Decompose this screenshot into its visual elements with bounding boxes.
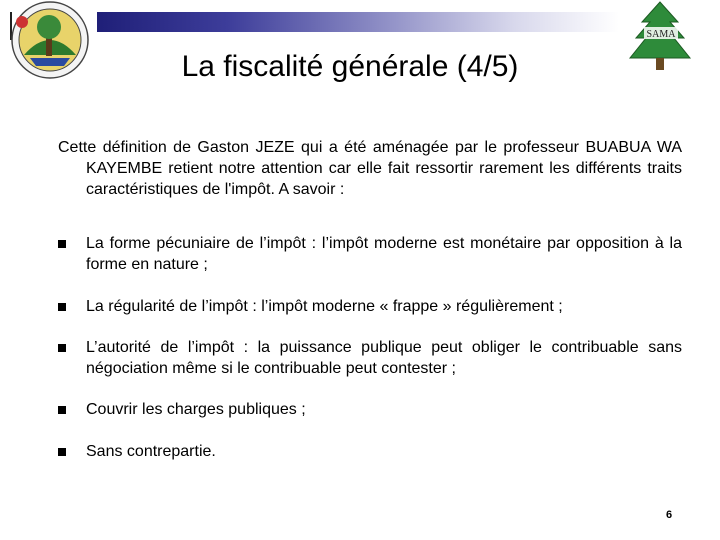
bullet-text: La régularité de l’impôt : l’impôt moderne « frappe » régulièrement ; [86, 298, 563, 315]
list-item [58, 233, 682, 275]
bullet-square-icon [58, 448, 66, 456]
bullet-text: Sans contrepartie. [86, 443, 216, 460]
bullet-square-icon [58, 344, 66, 352]
bullet-text: La forme pécuniaire de l’impôt : l’impôt moderne est monétaire par opposition à la forme en nature ; [86, 235, 682, 273]
logo-right-label: SAMA [646, 29, 676, 40]
intro-text: Cette définition de Gaston JEZE qui a été aménagée par le professeur BUABUA WA KAYEMBE retient notre attention car elle fait ressortir rarement les différents traits caractéristiques de l'impôt. A savoir : [58, 139, 682, 198]
header-gradient-bar [97, 12, 619, 32]
bullet-square-icon [58, 240, 66, 248]
list-item [58, 441, 682, 462]
list-item [58, 399, 682, 420]
bullet-square-icon [58, 303, 66, 311]
bullet-text: Couvrir les charges publiques ; [86, 401, 306, 418]
intro-paragraph [58, 137, 682, 200]
list-item [58, 337, 682, 379]
bullet-square-icon [58, 406, 66, 414]
page-number: 6 [666, 509, 673, 521]
bullet-text: L’autorité de l’impôt : la puissance publique peut obliger le contribuable sans négociation même si le contribuable peut contester ; [86, 339, 682, 377]
slide-title: La fiscalité générale (4/5) [181, 50, 519, 83]
list-item [58, 296, 682, 317]
